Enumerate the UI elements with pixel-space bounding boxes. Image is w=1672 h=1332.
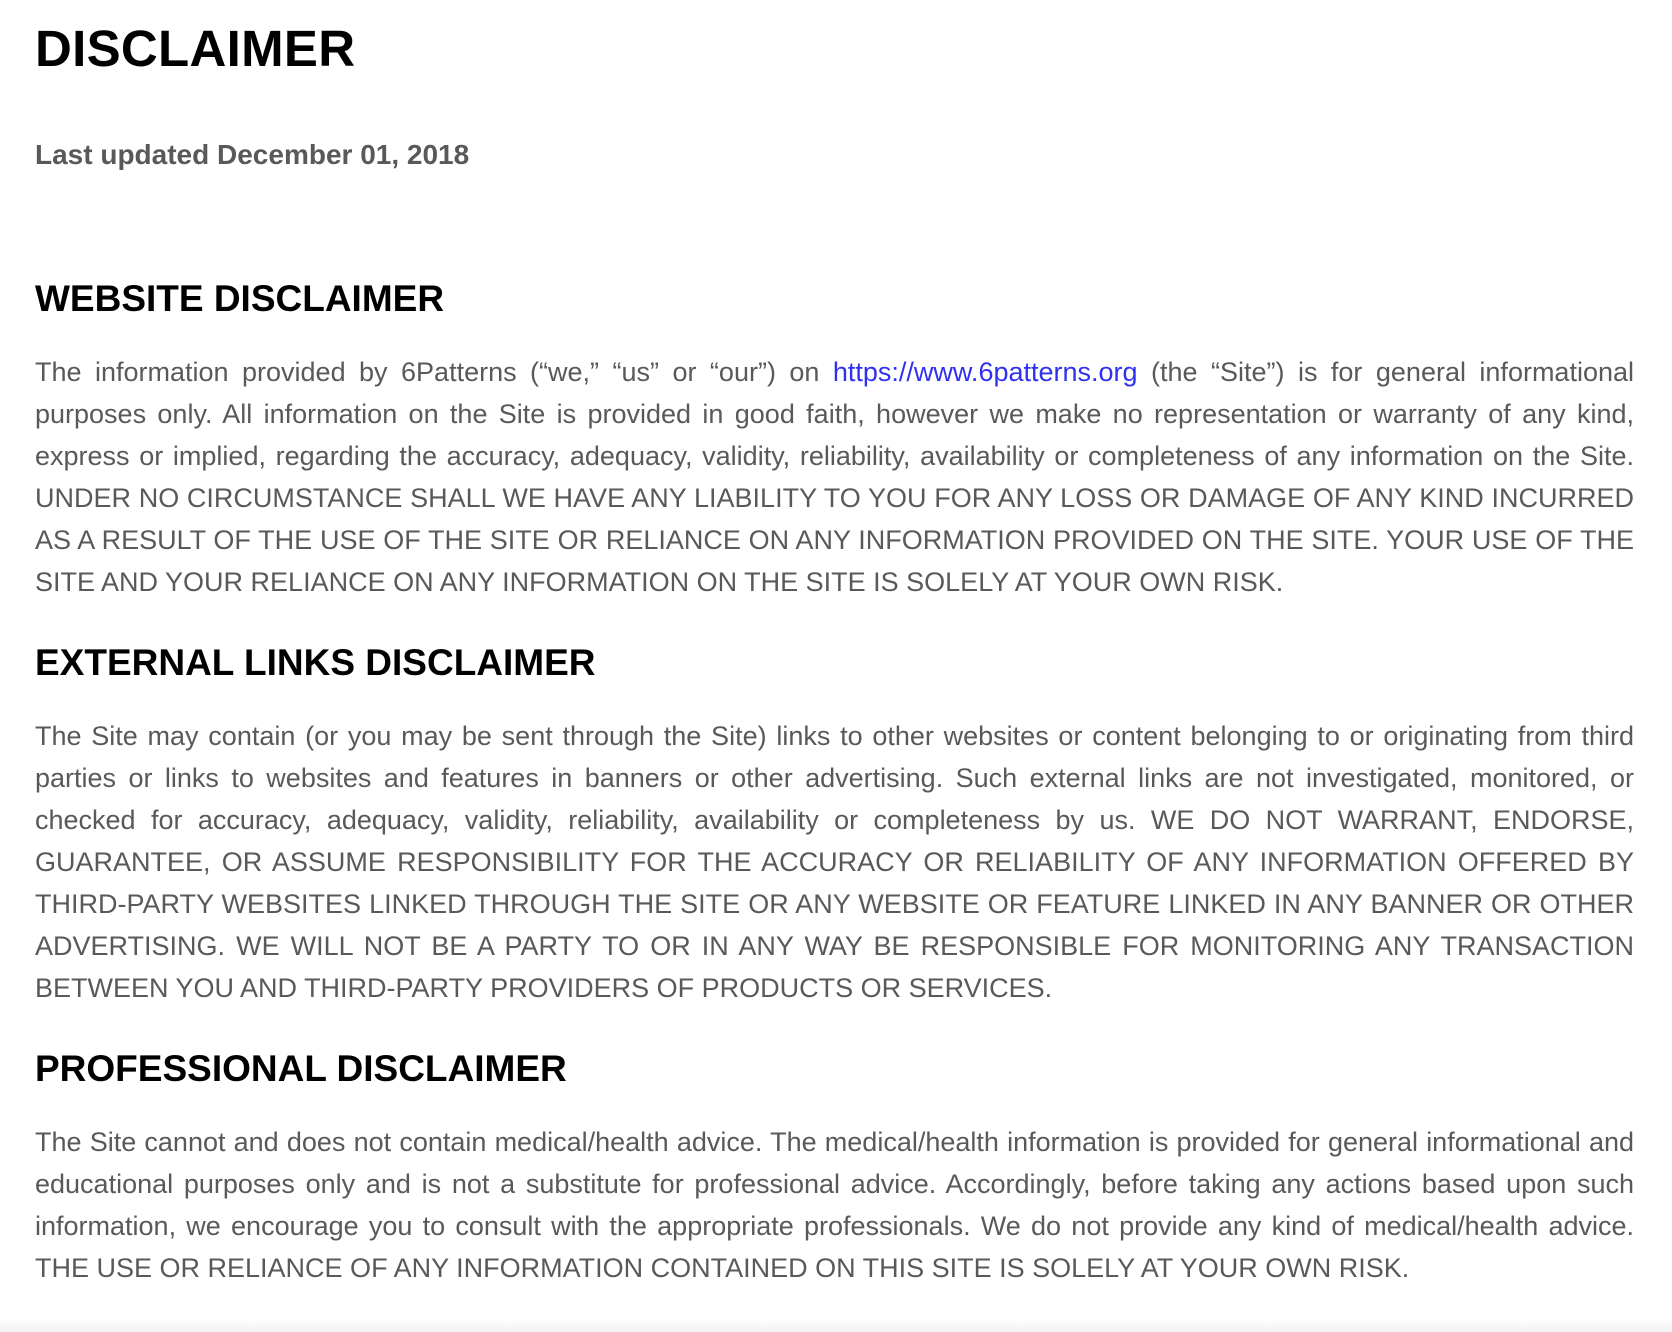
disclaimer-page [35,0,1634,1289]
website-disclaimer-text [35,351,1634,603]
professional-disclaimer-text: The Site cannot and does not contain medical/health advice. The medical/health information is provided for general informational and educational purposes only and is not a substitute for professional advice. Accordingly, before taking any actions based upon such information, we encourage you to consult with the appropriate professionals. We do not provide any kind of medical/health advice. THE USE OR RELIANCE OF ANY INFORMATION CONTAINED ON THIS SITE IS SOLELY AT YOUR OWN RISK. [35,1127,1634,1283]
external-links-disclaimer-heading: EXTERNAL LINKS DISCLAIMER [35,642,596,683]
site-url-link[interactable]: https://www.6patterns.org [832,357,1138,387]
website-text-before-link: The information provided by 6Patterns (“we,” “us” or “our”) on [35,357,833,387]
page-title: DISCLAIMER [35,20,356,77]
website-disclaimer-heading: WEBSITE DISCLAIMER [35,278,445,319]
bottom-edge-shadow [0,1318,1672,1332]
professional-disclaimer-heading: PROFESSIONAL DISCLAIMER [35,1048,567,1089]
professional-disclaimer-section [35,1047,1634,1289]
last-updated-date: Last updated December 01, 2018 [35,139,470,170]
website-disclaimer-section [35,277,1634,603]
external-links-disclaimer-section [35,641,1634,1009]
website-text-after-link: (the “Site”) is for general informational purposes only. All information on the Site is provided in good faith, however we make no representation or warranty of any kind, express or implied, regarding the accuracy, adequacy, validity, reliability, availability or completeness of any information on the Site. UNDER NO CIRCUMSTANCE SHALL WE HAVE ANY LIABILITY TO YOU FOR ANY LOSS OR DAMAGE OF ANY KIND INCURRED AS A RESULT OF THE USE OF THE SITE OR RELIANCE ON ANY INFORMATION PROVIDED ON THE SITE. YOUR USE OF THE SITE AND YOUR RELIANCE ON ANY INFORMATION ON THE SITE IS SOLELY AT YOUR OWN RISK. [35,357,1634,597]
external-links-disclaimer-text: The Site may contain (or you may be sent through the Site) links to other websites or content belonging to or originating from third parties or links to websites and features in banners or other advertising. Such external links are not investigated, monitored, or checked for accuracy, adequacy, validity, reliability, availability or completeness by us. WE DO NOT WARRANT, ENDORSE, GUARANTEE, OR ASSUME RESPONSIBILITY FOR THE ACCURACY OR RELIABILITY OF ANY INFORMATION OFFERED BY THIRD-PARTY WEBSITES LINKED THROUGH THE SITE OR ANY WEBSITE OR FEATURE LINKED IN ANY BANNER OR OTHER ADVERTISING. WE WILL NOT BE A PARTY TO OR IN ANY WAY BE RESPONSIBLE FOR MONITORING ANY TRANSACTION BETWEEN YOU AND THIRD-PARTY PROVIDERS OF PRODUCTS OR SERVICES. [35,721,1634,1003]
